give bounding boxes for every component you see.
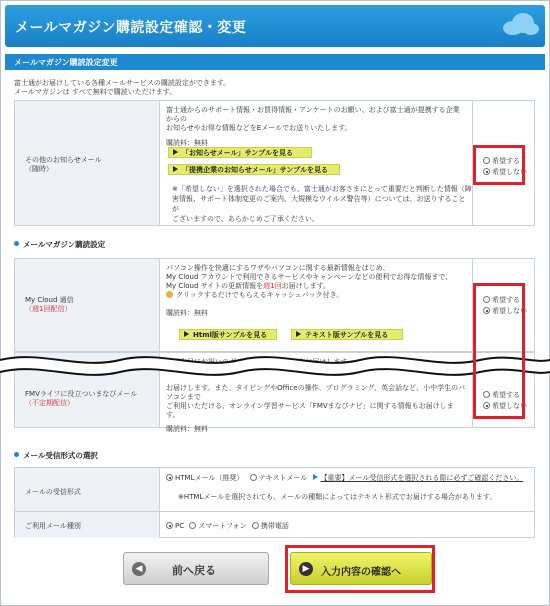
torn-page-divider: [0, 346, 550, 386]
fmv-label: FMVライフに役立ついまなびメール （不定期配信）: [15, 353, 160, 427]
option-smartphone[interactable]: スマートフォン: [189, 522, 246, 530]
mycloud-body: パソコン操作を快適にするワザやパソコンに関する最新情報をはじめ、 My Cloud アカウントで利用できるサービスやキャンペーンなどの便利でお得な情報まで、 My Cloud サイトの更新情報を週1回お届けします。 クリックするだけでもらえるキャッシュバック付き。 購読料：無料 Html版サンプルを見る テキスト版サンプルを見る: [166, 264, 453, 339]
intro-text: 富士通がお届けしている各種メールサービスの購読設定ができます。 メールマガジンは すべて無料で購読いただけます。: [14, 79, 231, 96]
other-notice-row: [14, 100, 535, 226]
play-icon: [296, 331, 301, 337]
option-not-want[interactable]: 希望しない: [483, 401, 527, 411]
option-want[interactable]: 希望する: [483, 295, 520, 305]
important-link[interactable]: 【重要】メール受信形式を選択される際に必ずご確認ください。: [313, 474, 523, 482]
cloud-icon: [501, 11, 539, 37]
device-body: [160, 512, 534, 538]
option-mobile[interactable]: 携帯電話: [252, 522, 289, 530]
arrow-left-icon: ◀: [132, 562, 146, 576]
other-notice-label: その他のお知らせメール （随時）: [15, 101, 160, 225]
coin-icon: [166, 291, 173, 298]
notice-mail-sample-button[interactable]: 「お知らせメール」サンプルを見る: [168, 147, 312, 158]
radio-button[interactable]: [250, 474, 257, 481]
mycloud-label: My Cloud 通信 （週1回配信）: [15, 259, 160, 351]
format-table: [14, 467, 535, 538]
section-title-bar: メールマガジン購読設定変更: [5, 54, 545, 70]
page-header: [5, 5, 545, 47]
device-label-cell: ご利用メール種別: [15, 512, 160, 538]
radio-button-selected[interactable]: [166, 522, 173, 529]
format-label-cell: メールの受信形式: [15, 468, 160, 512]
confirm-input-button[interactable]: ▶ 入力内容の確認へ: [290, 552, 432, 585]
format-heading: メール受信形式の選択: [14, 450, 98, 461]
bullet-icon: [14, 241, 19, 246]
highlight-box: [473, 145, 525, 185]
format-body: HTMLメール（推奨） テキストメール 【重要】メール受信形式を選択される際に必ずご確認ください。 ※HTMLメールを選択されても、メールの種類によってはテキスト形式でお届けする場合があります。: [160, 468, 534, 512]
arrow-right-icon: ▶: [299, 562, 313, 576]
option-html[interactable]: HTMLメール（推奨）: [166, 474, 243, 482]
partner-mail-sample-button[interactable]: 「提携企業のお知らせメール」サンプルを見る: [168, 164, 340, 175]
option-want[interactable]: 希望する: [483, 156, 520, 166]
fmv-body: お届けします。また、タイピングやOfficeの操作、プログラミング、英会話など、小中学生のパソコンまで ご利用いただける、オンライン学習サービス「FMVまなびナビ」に関する情報もお届けします。 購読料：無料: [166, 384, 466, 433]
text-sample-button[interactable]: テキスト版サンプルを見る: [291, 329, 403, 340]
bullet-icon: [14, 452, 19, 457]
radio-button-selected[interactable]: [166, 474, 173, 481]
radio-button[interactable]: [189, 522, 196, 529]
play-icon: [173, 149, 178, 155]
option-not-want[interactable]: 希望しない: [483, 167, 527, 177]
option-not-want[interactable]: 希望しない: [483, 306, 527, 316]
page-title: メールマガジン購読設定確認・変更: [15, 20, 247, 36]
play-icon: [173, 166, 178, 172]
radio-button[interactable]: [252, 522, 259, 529]
back-button[interactable]: ◀ 前へ戻る: [123, 552, 269, 585]
play-icon: [184, 331, 189, 337]
option-pc[interactable]: PC: [166, 522, 184, 530]
other-notice-body: 富士通からのサポート情報・お買得情報・アンケートのお願い、および富士通が提携する企業からの お知らせやお得な情報などをEメールでお送りいたします。 購読料：無料 「お知らせメール」サンプルを見る 「提携企業のお知らせメール」サンプルを見る ※「希望しない」を選択された場合でも、富士通がお客さまにとって重要だと判断した情報（障 害情報、サポート体制変更のご案内、大規模なウイルス警告等）については、お送りすることが ございますので、あらかじめご了承ください。: [166, 106, 472, 223]
magazine-heading: メールマガジン購読設定: [14, 239, 105, 250]
highlight-box: [473, 283, 525, 419]
option-text[interactable]: テキストメール: [250, 474, 308, 482]
mycloud-row: [14, 258, 535, 352]
play-icon: [313, 474, 318, 480]
html-sample-button[interactable]: Html版サンプルを見る: [179, 329, 277, 340]
option-want[interactable]: 希望する: [483, 390, 520, 400]
